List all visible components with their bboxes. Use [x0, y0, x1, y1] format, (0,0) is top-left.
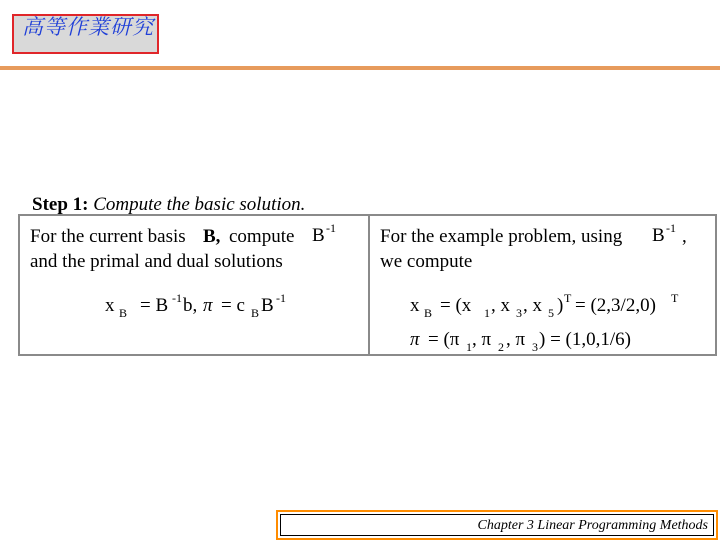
- left-eq-pi: π: [203, 295, 213, 316]
- right-pi-eq: = (π: [428, 329, 460, 350]
- step-text: Compute the basic solution.: [93, 194, 306, 215]
- left-eq-binv: = B: [140, 295, 169, 316]
- right-x5-sub: 5: [548, 306, 554, 320]
- right-pi-value: ) = (1,0,1/6): [539, 329, 631, 350]
- left-eq-cb: = c: [221, 295, 245, 316]
- step-heading: [32, 194, 305, 216]
- header-title: 高等作業研究: [22, 15, 154, 39]
- right-x1-sub: 1: [484, 306, 490, 320]
- right-pi2-sub: 2: [498, 340, 504, 354]
- right-xb-close-exp: T: [564, 291, 572, 305]
- left-eq-binv-exp: -1: [172, 291, 182, 305]
- footer-box: [276, 510, 718, 540]
- right-line2: we compute: [380, 251, 473, 272]
- right-binv: B: [652, 225, 665, 246]
- right-x5: , x: [523, 295, 542, 316]
- right-xb: x: [410, 295, 420, 316]
- right-pi: π: [410, 329, 420, 350]
- right-binv-comma: ,: [682, 226, 687, 247]
- left-eq-xb: x: [105, 295, 115, 316]
- content-table: [18, 214, 717, 356]
- column-divider: [368, 216, 370, 354]
- left-line1-compute: compute: [229, 226, 295, 247]
- left-binv: B: [312, 225, 325, 246]
- right-pi3-sub: 3: [532, 340, 538, 354]
- right-xb-value: = (2,3/2,0): [575, 295, 656, 316]
- left-eq-b2: B: [261, 295, 274, 316]
- right-xb-value-exp: T: [671, 291, 679, 305]
- right-xb-eq: = (x: [440, 295, 472, 316]
- right-xb-close: ): [557, 295, 564, 316]
- left-line2: and the primal and dual solutions: [30, 251, 283, 272]
- left-eq-b2-exp: -1: [276, 291, 286, 305]
- header-rule: [0, 66, 720, 70]
- right-x3: , x: [491, 295, 510, 316]
- right-pi1-sub: 1: [466, 340, 472, 354]
- right-xb-sub: B: [424, 306, 433, 320]
- left-binv-exp: -1: [326, 221, 336, 235]
- right-pi3: , π: [506, 329, 526, 350]
- right-line1: For the example problem, using: [380, 226, 623, 247]
- left-line1: For the current basis: [30, 226, 186, 247]
- right-x3-sub: 3: [516, 306, 522, 320]
- left-eq-cb-sub: B: [251, 306, 260, 320]
- left-eq-b: b,: [183, 295, 198, 316]
- right-pi2: , π: [472, 329, 492, 350]
- step-label: Step 1:: [32, 194, 89, 215]
- left-eq-xb-sub: B: [119, 306, 128, 320]
- footer-chapter-title: Chapter 3 Linear Programming Methods: [477, 518, 708, 533]
- right-binv-exp: -1: [666, 221, 676, 235]
- left-line1-basis: B,: [203, 226, 221, 247]
